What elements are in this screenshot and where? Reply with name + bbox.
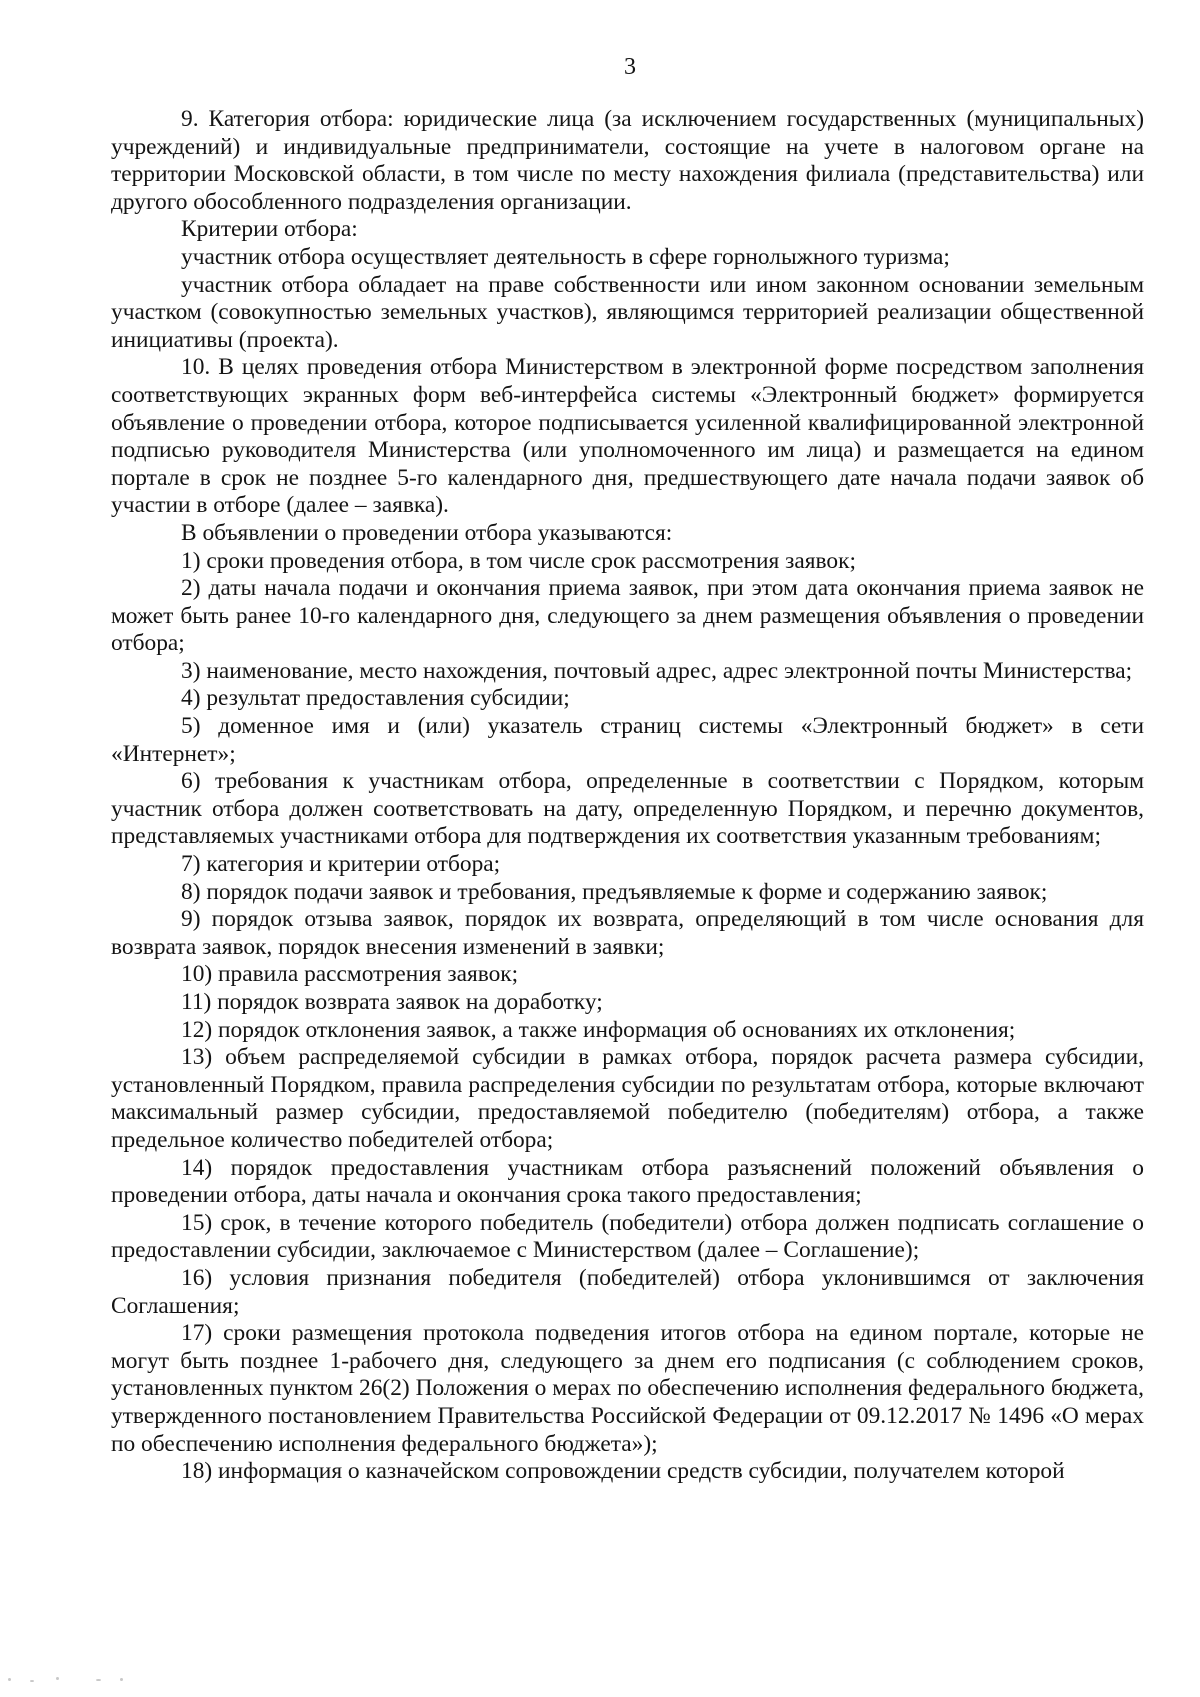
list-item-14: 14) порядок предоставления участникам отбора разъяснений положений объявления о проведении отбора, даты начала и окончания срока такого предоставления; xyxy=(111,1154,1144,1209)
list-item-7: 7) категория и критерии отбора; xyxy=(181,851,501,878)
list-item-16: 16) условия признания победителя (победителей) отбора уклонившимся от заключения Соглашения; xyxy=(111,1264,1144,1319)
list-item-12: 12) порядок отклонения заявок, а также информация об основаниях их отклонения; xyxy=(181,1016,1016,1043)
page-number: 3 xyxy=(624,54,636,80)
paragraph-item-10: 10. В целях проведения отбора Министерством в электронной форме посредством заполнения соответствующих экранных форм веб-интерфейса системы «Электронный бюджет» формируется объявление о проведении отбора, которое подписывается усиленной квалифицированной электронной подписью руководителя Министерства (или уполномоченного им лица) и размещается на едином портале в срок не позднее 5-го календарного дня, предшествующего дате начала подачи заявок об участии в отборе (далее – заявка). xyxy=(111,354,1144,519)
scan-speck xyxy=(30,1680,34,1682)
paragraph-criterion-1: участник отбора осуществляет деятельность в сфере горнолыжного туризма; xyxy=(181,243,950,270)
list-item-8: 8) порядок подачи заявок и требования, предъявляемые к форме и содержанию заявок; xyxy=(181,878,1048,905)
list-item-2: 2) даты начала подачи и окончания приема заявок, при этом дата окончания приема заявок не может быть ранее 10-го календарного дня, следующего за днем размещения объявления о проведении отбора; xyxy=(111,575,1144,657)
document-body xyxy=(111,106,1144,1486)
scan-speck xyxy=(8,1678,11,1681)
list-item-15: 15) срок, в течение которого победитель (победители) отбора должен подписать соглашение о предоставлении субсидии, заключаемое с Министерством (далее – Соглашение); xyxy=(111,1209,1144,1264)
paragraph-criteria-heading: Критерии отбора: xyxy=(181,216,358,243)
list-item-9: 9) порядок отзыва заявок, порядок их возврата, определяющий в том числе основания для возврата заявок, порядок внесения изменений в заявки; xyxy=(111,906,1144,960)
list-item-6: 6) требования к участникам отбора, определенные в соответствии с Порядком, которым участник отбора должен соответствовать на дату, определенную Порядком, и перечню документов, представляемых участниками отбора для подтверждения их соответствия указанным требованиям; xyxy=(111,768,1144,850)
scan-artifact xyxy=(0,1670,150,1690)
paragraph-announcement-intro: В объявлении о проведении отбора указываются: xyxy=(181,519,673,546)
scan-speck xyxy=(96,1679,101,1681)
list-item-11: 11) порядок возврата заявок на доработку; xyxy=(181,989,603,1015)
paragraph-item-9: 9. Категория отбора: юридические лица (за исключением государственных (муниципальных) учреждений) и индивидуальные предприниматели, состоящие на учете в налоговом органе на территории Московской области, в том числе по месту нахождения филиала (представительства) или другого обособленного подразделения организации. xyxy=(111,106,1144,215)
paragraph-criterion-2: участник отбора обладает на праве собственности или ином законном основании земельным участком (совокупностью земельных участков), являющимся территорией реализации общественной инициативы (проекта). xyxy=(111,271,1144,353)
list-item-1: 1) сроки проведения отбора, в том числе срок рассмотрения заявок; xyxy=(181,547,856,574)
scan-speck xyxy=(120,1678,123,1681)
list-item-13: 13) объем распределяемой субсидии в рамках отбора, порядок расчета размера субсидии, установленный Порядком, правила распределения субсидии по результатам отбора, которые включают максимальный размер субсидии, предоставляемой победителю (победителям) отбора, а также предельное количество победителей отбора; xyxy=(111,1044,1144,1153)
scan-speck xyxy=(56,1677,59,1680)
list-item-17: 17) сроки размещения протокола подведения итогов отбора на едином портале, которые не могут быть позднее 1-рабочего дня, следующего за днем его подписания (с соблюдением сроков, установленных пунктом 26(2) Положения о мерах по обеспечению исполнения федерального бюджета, утвержденного постановлением Правительства Российской Федерации от 09.12.2017 № 1496 «О мерах по обеспечению исполнения федерального бюджета»); xyxy=(111,1320,1144,1457)
list-item-18: 18) информация о казначейском сопровождении средств субсидии, получателем которой xyxy=(181,1458,1065,1485)
list-item-5: 5) доменное имя и (или) указатель страниц системы «Электронный бюджет» в сети «Интернет»; xyxy=(111,713,1144,767)
list-item-4: 4) результат предоставления субсидии; xyxy=(181,685,570,712)
list-item-10: 10) правила рассмотрения заявок; xyxy=(181,961,519,988)
list-item-3: 3) наименование, место нахождения, почтовый адрес, адрес электронной почты Министерства; xyxy=(181,657,1133,684)
